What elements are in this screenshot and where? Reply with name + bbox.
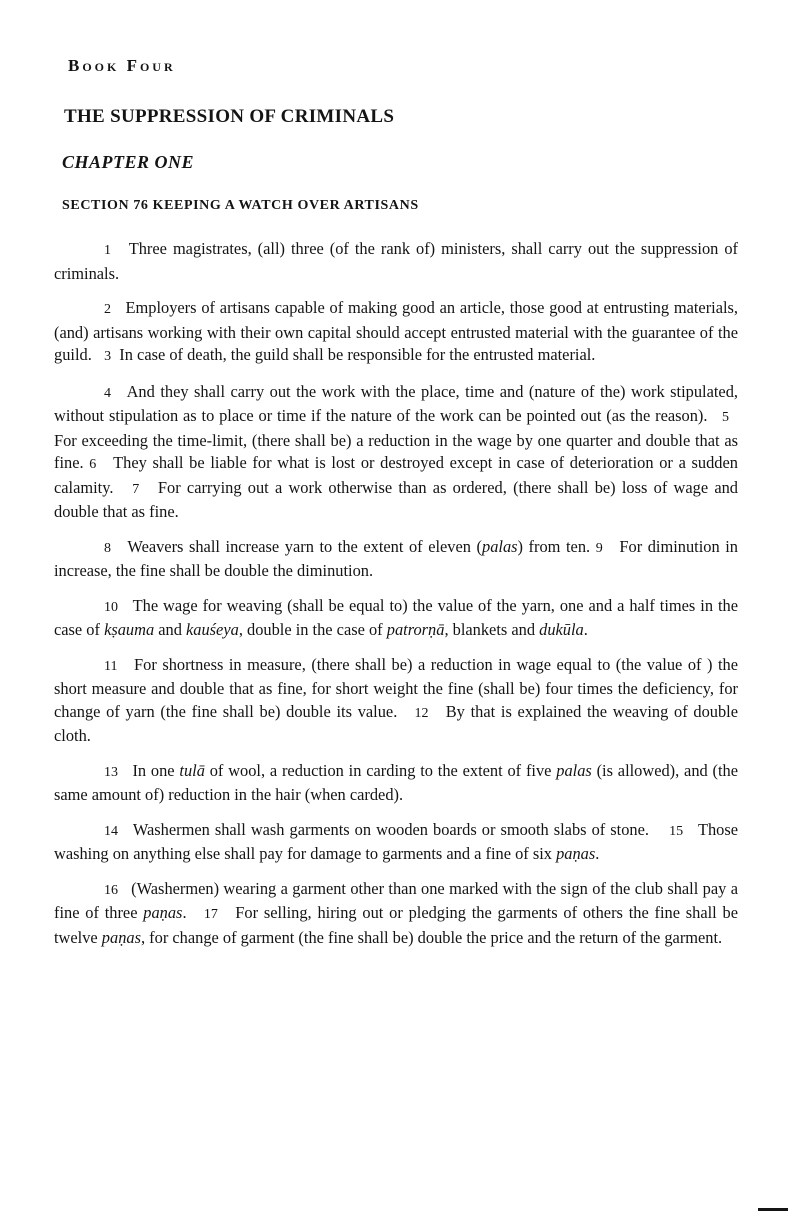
paragraph-1 <box>54 238 738 285</box>
paragraph-8 <box>54 819 738 866</box>
section-heading: SECTION 76 KEEPING A WATCH OVER ARTISANS <box>62 198 419 213</box>
book-label: Book Four <box>68 56 176 75</box>
sutra-text: Employers of artisans capable of making good an article, those good at entrusting materials, (and) artisans working with their own capital should accept entrusted material with the guarantee of the guild. <box>54 298 739 364</box>
sutra-text: For shortness in measure, (there shall be) a reduction in wage equal to (the value of ) the short measure and double that as fine, for short weight the fine (shall be) four times the deficiency, for change of yarn (the fine shall be) double its value. <box>54 654 738 721</box>
sutra-text: and <box>154 620 187 639</box>
paragraph-7 <box>54 760 738 807</box>
term-palas: palas <box>556 760 592 780</box>
sutra-text: In one <box>132 760 180 780</box>
sutra-text: By that is explained the weaving of double cloth. <box>54 701 739 745</box>
sutra-number: 8 <box>104 540 111 556</box>
sutra-number: 17 <box>203 907 218 922</box>
term-kauseya: kauśeya <box>186 620 239 639</box>
sutra-text: In case of death, the guild shall be responsible for the entrusted material. <box>119 345 596 364</box>
term-palas: palas <box>482 536 518 556</box>
sutra-text: (is allowed), and (the same amount of) reduction in the hair (when carded). <box>54 760 739 804</box>
paragraph-6 <box>54 654 738 748</box>
term-panas: paṇas <box>556 844 596 863</box>
sutra-text: For diminution in increase, the fine shall be double the diminution. <box>54 536 738 580</box>
sutra-number: 1 <box>104 243 111 258</box>
sutra-number: 15 <box>669 823 684 839</box>
sutra-text: , blankets and <box>444 620 540 639</box>
sutra-text: For selling, hiring out or pledging the garments of others the fine shall be twelve <box>54 903 738 947</box>
sutra-text: (Washermen) wearing a garment other than one marked with the sign of the club shall pay a fine of three <box>54 878 738 922</box>
sutra-text: The wage for weaving (shall be equal to) the value of the yarn, one and a half times in the case of <box>54 595 739 639</box>
sutra-number: 11 <box>104 658 118 674</box>
sutra-text: Washermen shall wash garments on wooden boards or smooth slabs of stone. <box>132 819 649 839</box>
sutra-text: Weavers shall increase yarn to the extent of eleven ( <box>127 536 482 556</box>
sutra-number: 10 <box>104 599 118 615</box>
sutra-text: . <box>182 903 187 922</box>
sutra-number: 3 <box>104 349 112 364</box>
sutra-number: 6 <box>89 457 97 472</box>
term-dukula: dukūla <box>539 620 584 639</box>
sutra-text: . <box>583 620 588 639</box>
sutra-number: 5 <box>722 410 730 425</box>
chapter-heading: CHAPTER ONE <box>62 152 195 172</box>
body-text <box>54 238 738 961</box>
term-patrorna: patrorṇā <box>386 620 445 639</box>
part-title: THE SUPPRESSION OF CRIMINALS <box>64 106 395 127</box>
paragraph-9 <box>54 878 738 950</box>
term-tula: tulā <box>179 760 205 780</box>
sutra-text: , for change of garment (the fine shall be) double the price and the return of the garment. <box>140 927 723 947</box>
sutra-number: 7 <box>132 481 140 497</box>
term-panas: paṇas <box>101 927 141 947</box>
sutra-text: For exceeding the time-limit, (there shall be) a reduction in the wage by one quarter and double that as fine. <box>54 430 738 472</box>
sutra-text: , double in the case of <box>238 620 387 639</box>
sutra-text: Those washing on anything else shall pay for damage to garments and a fine of six <box>54 819 739 863</box>
margin-dash <box>758 1208 788 1211</box>
paragraph-3 <box>54 381 738 524</box>
sutra-number: 4 <box>104 385 111 401</box>
sutra-number: 14 <box>104 823 118 839</box>
sutra-text: For carrying out a work otherwise than as ordered, (there shall be) loss of wage and double that as fine. <box>54 477 739 521</box>
sutra-text: ) from ten. <box>517 536 591 556</box>
term-ksauma: kṣauma <box>104 620 155 639</box>
sutra-text: Three magistrates, (all) three (of the rank of) ministers, shall carry out the suppression of criminals. <box>54 239 738 283</box>
sutra-text: . <box>595 844 600 863</box>
sutra-number: 9 <box>595 540 603 556</box>
sutra-number: 12 <box>414 705 429 721</box>
sutra-text: And they shall carry out the work with the place, time and (nature of the) work stipulated, without stipulation as to place or time if the nature of the work can be pointed out (as the reason). <box>54 381 738 425</box>
paragraph-2 <box>54 297 738 369</box>
sutra-text: of wool, a reduction in carding to the extent of five <box>204 760 557 780</box>
sutra-number: 16 <box>104 882 118 898</box>
sutra-number: 13 <box>104 764 118 780</box>
paragraph-5 <box>54 595 738 642</box>
sutra-number: 2 <box>104 302 111 317</box>
paragraph-4 <box>54 536 738 583</box>
sutra-text: They shall be liable for what is lost or destroyed except in case of deterioration or a sudden calamity. <box>54 453 738 497</box>
term-panas: paṇas <box>143 903 183 922</box>
